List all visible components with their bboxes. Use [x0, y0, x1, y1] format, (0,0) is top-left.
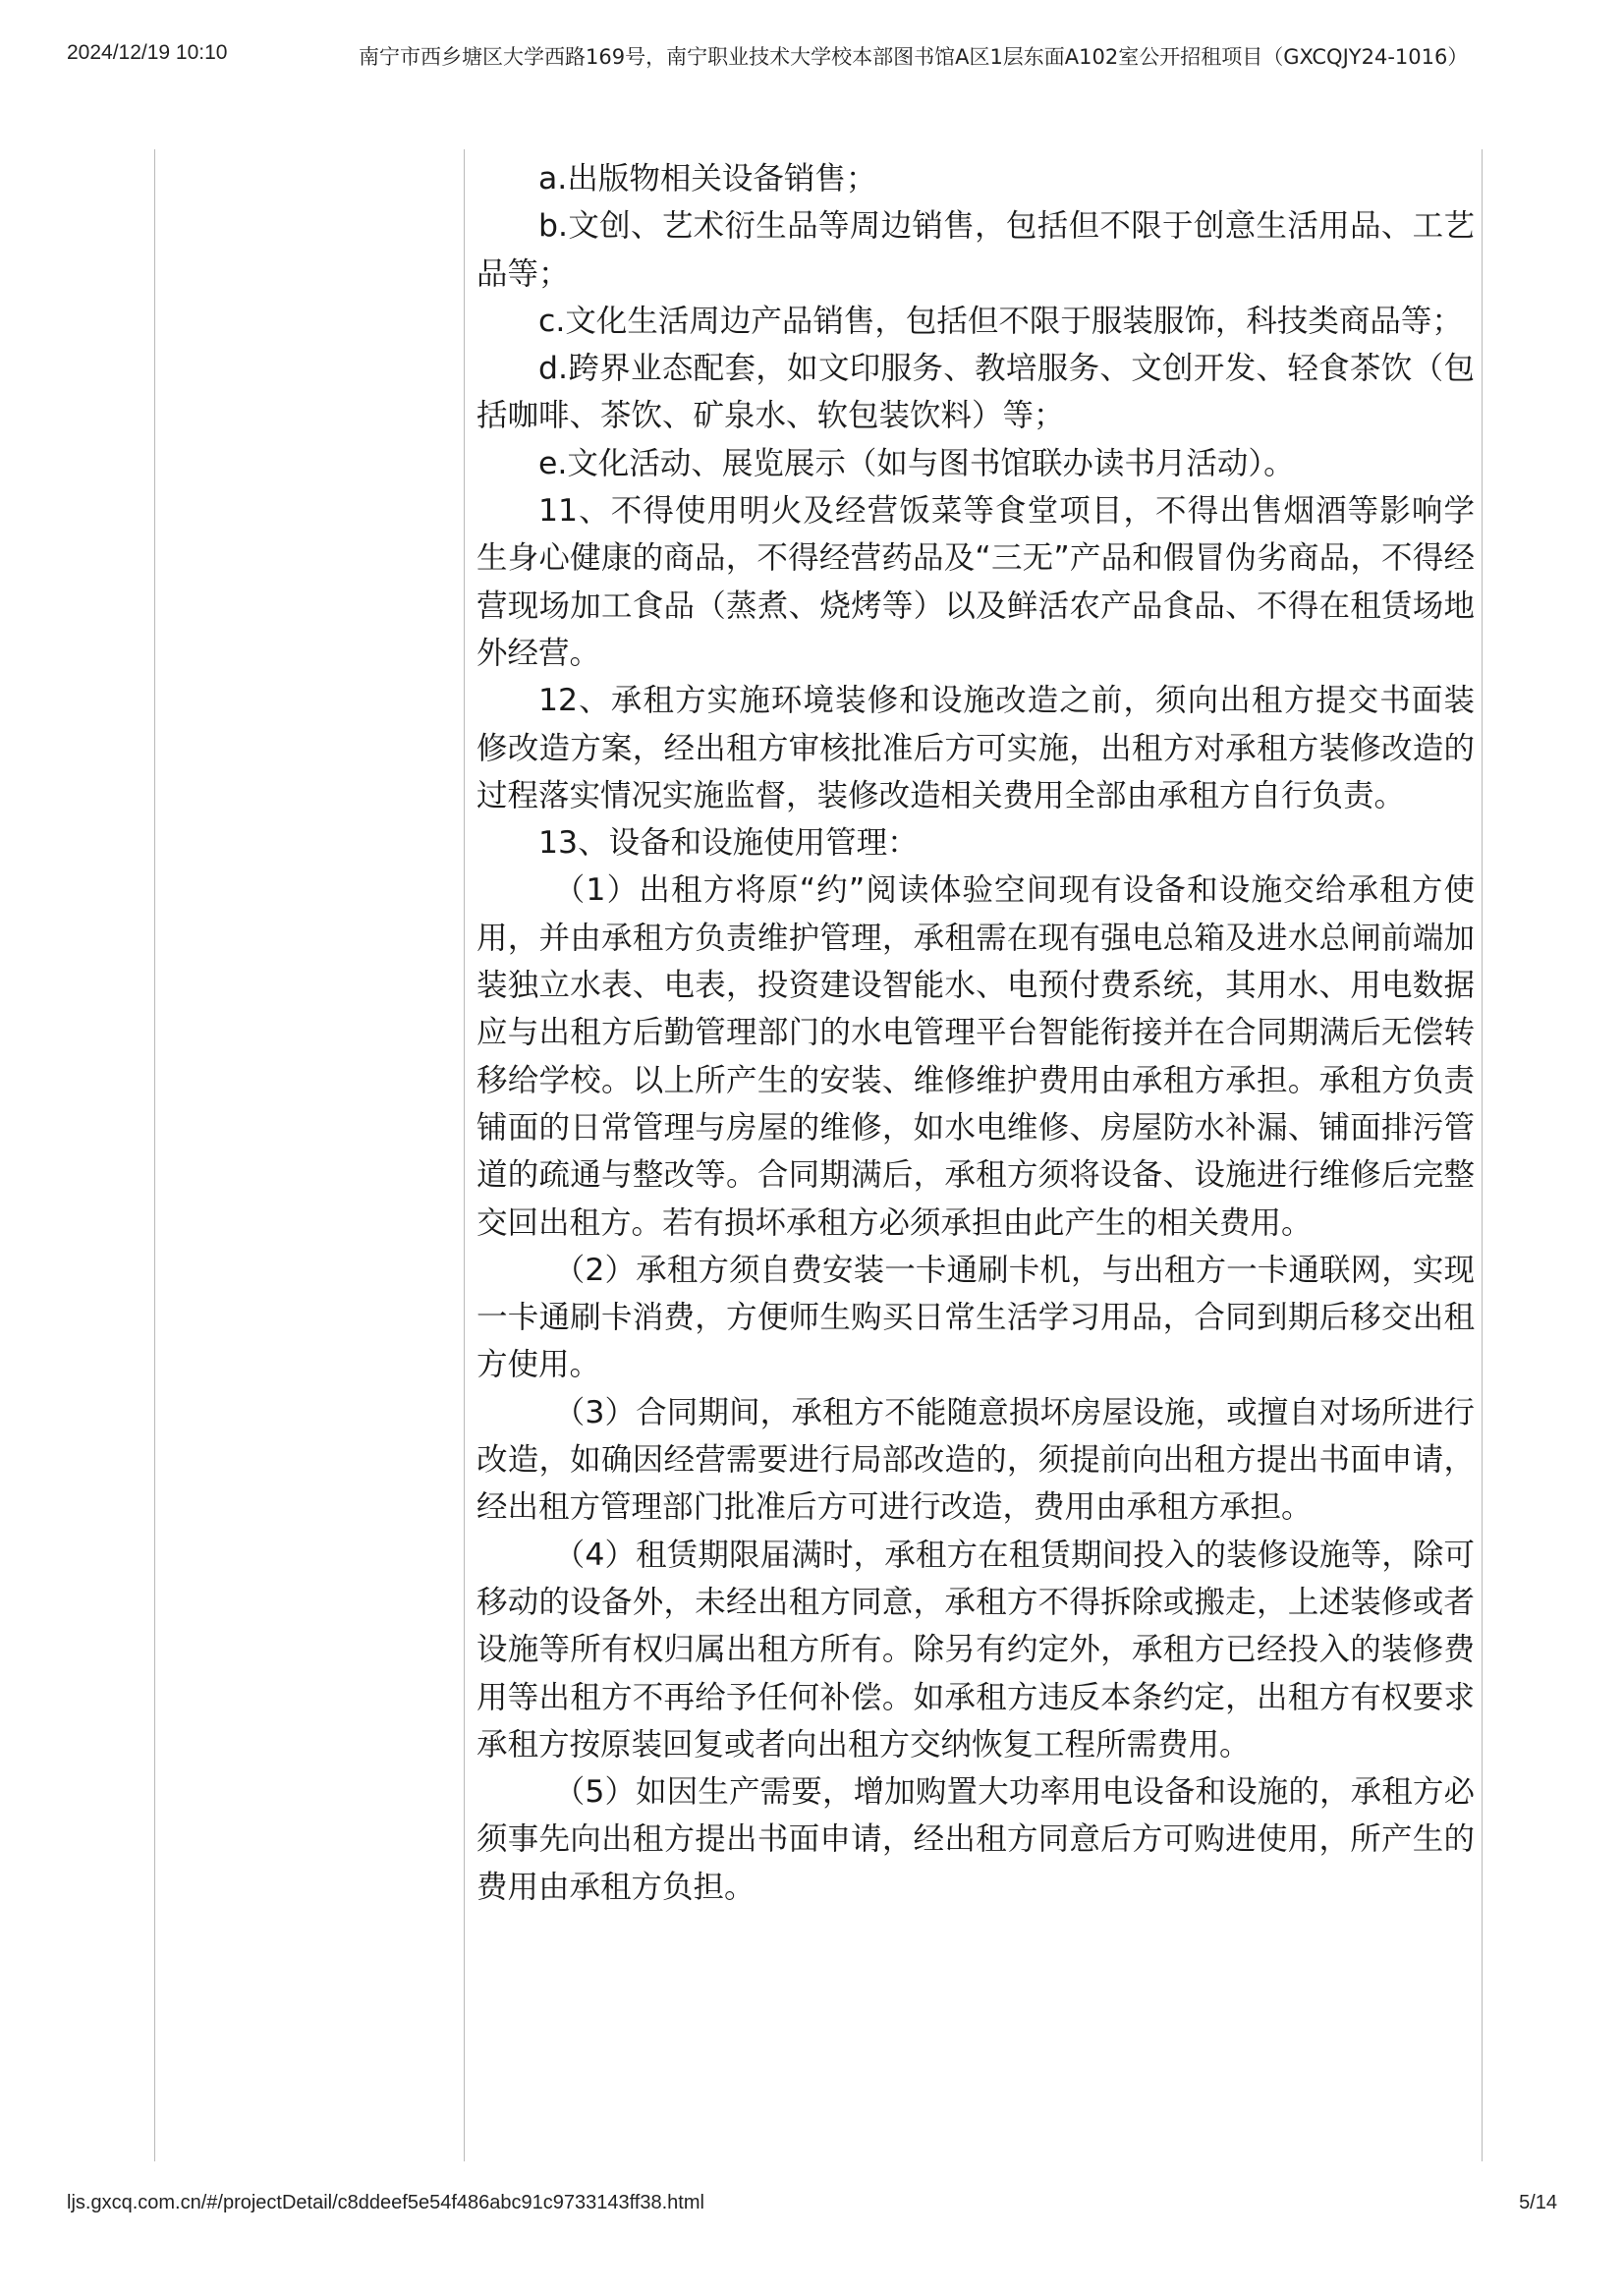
document-table — [154, 149, 1483, 2161]
table-right-border — [1482, 149, 1483, 2161]
clause-13-2: （2）承租方须自费安装一卡通刷卡机，与出租方一卡通联网，实现一卡通刷卡消费，方便师生购买日常生活学习用品，合同到期后移交出租方使用。 — [476, 1252, 1475, 1383]
item-a: a.出版物相关设备销售； — [538, 161, 877, 196]
page-url: ljs.gxcq.com.cn/#/projectDetail/c8ddeef5e54f486abc91c9733143ff38.html — [67, 2192, 704, 2213]
item-b: b.文创、艺术衍生品等周边销售，包括但不限于创意生活用品、工艺品等； — [476, 208, 1475, 292]
clause-13-5: （5）如因生产需要，增加购置大功率用电设备和设施的，承租方必须事先向出租方提出书面申请，经出租方同意后方可购进使用，所产生的费用由承租方负担。 — [476, 1774, 1475, 1905]
clause-11: 11、不得使用明火及经营饭菜等食堂项目，不得出售烟酒等影响学生身心健康的商品，不得经营药品及“三无”产品和假冒伪劣商品，不得经营现场加工食品（蒸煮、烧烤等）以及鲜活农产品食品、不得在租赁场地外经营。 — [476, 493, 1475, 671]
print-datetime: 2024/12/19 10:10 — [67, 41, 228, 64]
clause-13-4: （4）租赁期限届满时，承租方在租赁期间投入的装修设施等，除可移动的设备外，未经出租方同意，承租方不得拆除或搬走，上述装修或者设施等所有权归属出租方所有。除另有约定外，承租方已经投入的装修费用等出租方不再给予任何补偿。如承租方违反本条约定，出租方有权要求承租方按原装回复或者向出租方交纳恢复工程所需费用。 — [476, 1537, 1475, 1763]
item-d: d.跨界业态配套，如文印服务、教培服务、文创开发、轻食茶饮（包括咖啡、茶饮、矿泉水、软包装饮料）等； — [476, 351, 1475, 434]
clause-12: 12、承租方实施环境装修和设施改造之前，须向出租方提交书面装修改造方案，经出租方审核批准后方可实施，出租方对承租方装修改造的过程落实情况实施监督，装修改造相关费用全部由承租方自行负责。 — [476, 683, 1475, 813]
item-c: c.文化生活周边产品销售，包括但不限于服装服饰，科技类商品等； — [538, 303, 1463, 339]
table-column-divider — [464, 149, 465, 2161]
clause-13-1: （1）出租方将原“约”阅读体验空间现有设备和设施交给承租方使用，并由承租方负责维护管理，承租需在现有强电总箱及进水总闸前端加装独立水表、电表，投资建设智能水、电预付费系统，其用水、用电数据应与出租方后勤管理部门的水电管理平台智能衔接并在合同期满后无偿转移给学校。以上所产生的安装、维修维护费用由承租方承担。承租方负责铺面的日常管理与房屋的维修，如水电维修、房屋防水补漏、铺面排污管道的疏通与整改等。合同期满后，承租方须将设备、设施进行维修后完整交回出租方。若有损坏承租方必须承担由此产生的相关费用。 — [476, 872, 1475, 1241]
page-header-title: 南宁市西乡塘区大学西路169号，南宁职业技术大学校本部图书馆A区1层东面A102室公开招租项目（GXCQJY24-1016） — [359, 45, 1469, 69]
clause-13-3: （3）合同期间，承租方不能随意损坏房屋设施，或擅自对场所进行改造，如确因经营需要进行局部改造的，须提前向出租方提出书面申请，经出租方管理部门批准后方可进行改造，费用由承租方承担。 — [476, 1394, 1475, 1526]
clause-13-heading: 13、设备和设施使用管理： — [538, 825, 919, 862]
content-cell — [476, 155, 1475, 1911]
table-left-border — [154, 149, 155, 2161]
item-e: e.文化活动、展览展示（如与图书馆联办读书月活动）。 — [538, 445, 1295, 481]
page-number: 5/14 — [1519, 2192, 1557, 2213]
